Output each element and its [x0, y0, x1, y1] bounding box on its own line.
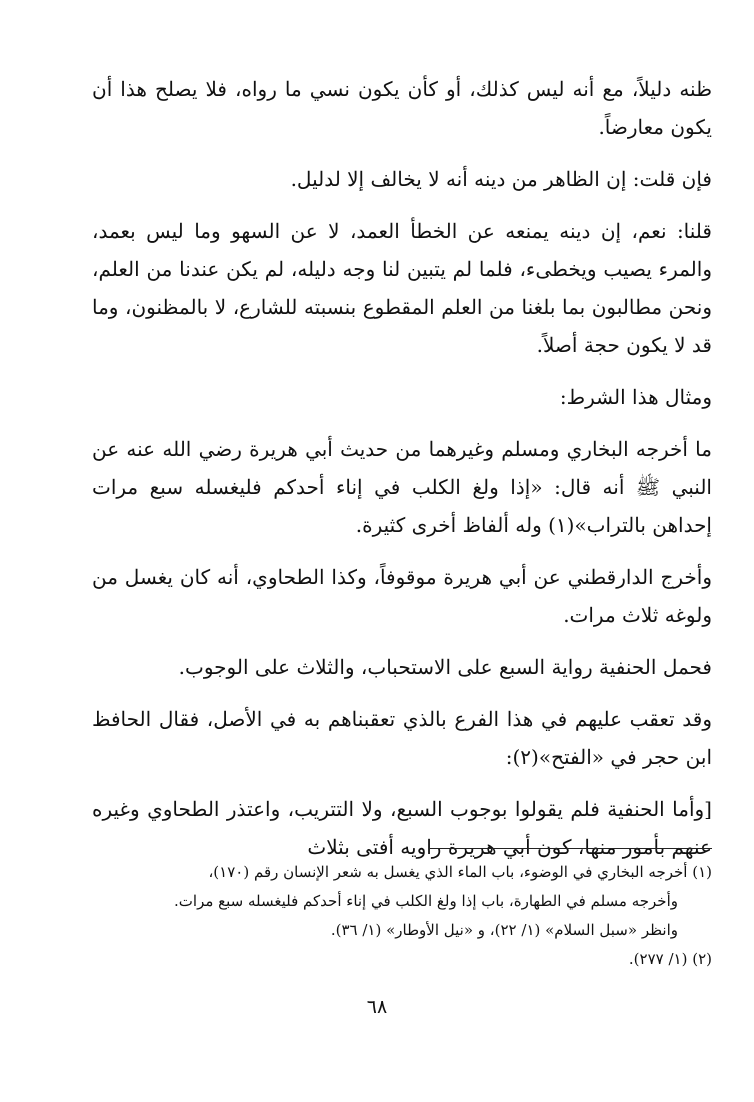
- footnote-1-line-3: وانظر «سبل السلام» (١/ ٢٢)، و «نيل الأوطار» (١/ ٣٦).: [330, 921, 678, 939]
- footnote-divider: [430, 848, 712, 849]
- paragraph-9: [وأما الحنفية فلم يقولوا بوجوب السبع، ولا التتريب، واعتذر الطحاوي وغيره عنهم بأمور منها، كون أبي هريرة راويه أفتى بثلاث: [92, 797, 712, 859]
- paragraph-2: فإن قلت: إن الظاهر من دينه أنه لا يخالف إلا لدليل.: [290, 167, 712, 191]
- paragraph-3: قلنا: نعم، إن دينه يمنعه عن الخطأ العمد، لا عن السهو وما ليس بعمد، والمرء يصيب ويخطىء، فلما لم يتبين لنا وجه دليله، لم يكن عندنا من العلم، ونحن مطالبون بما بلغنا من العلم المقطوع بنسبته للشارع، لا بالمظنون، وما قد لا يكون حجة أصلاً.: [92, 219, 712, 357]
- paragraph-4: ومثال هذا الشرط:: [559, 385, 712, 409]
- page-number: ٦٨: [366, 996, 388, 1018]
- footnote-1-line-2: وأخرجه مسلم في الطهارة، باب إذا ولغ الكلب في إناء أحدكم فليغسله سبع مرات.: [174, 892, 678, 910]
- paragraph-5: ما أخرجه البخاري ومسلم وغيرهما من حديث أبي هريرة رضي الله عنه عن النبي ﷺ أنه قال: «إذا ولغ الكلب في إناء أحدكم فليغسله سبع مرات إحداهن بالتراب»(١) وله ألفاظ أخرى كثيرة.: [92, 437, 712, 537]
- footnote-1-line-1: (١) أخرجه البخاري في الوضوء، باب الماء الذي يغسل به شعر الإنسان رقم (١٧٠)،: [208, 863, 712, 881]
- footnote-2: (٢) (١/ ٢٧٧).: [628, 950, 712, 968]
- paragraph-8: وقد تعقب عليهم في هذا الفرع بالذي تعقبناهم به في الأصل، فقال الحافظ ابن حجر في «الفتح»(٢):: [92, 707, 712, 769]
- paragraph-6: وأخرج الدارقطني عن أبي هريرة موقوفاً، وكذا الطحاوي، أنه كان يغسل من ولوغه ثلاث مرات.: [92, 565, 712, 627]
- paragraph-1: ظنه دليلاً، مع أنه ليس كذلك، أو كأن يكون نسي ما رواه، فلا يصلح هذا أن يكون معارضاً.: [92, 77, 712, 139]
- main-text: [92, 70, 712, 880]
- footnotes: [92, 858, 712, 974]
- paragraph-7: فحمل الحنفية رواية السبع على الاستحباب، والثلاث على الوجوب.: [178, 655, 712, 679]
